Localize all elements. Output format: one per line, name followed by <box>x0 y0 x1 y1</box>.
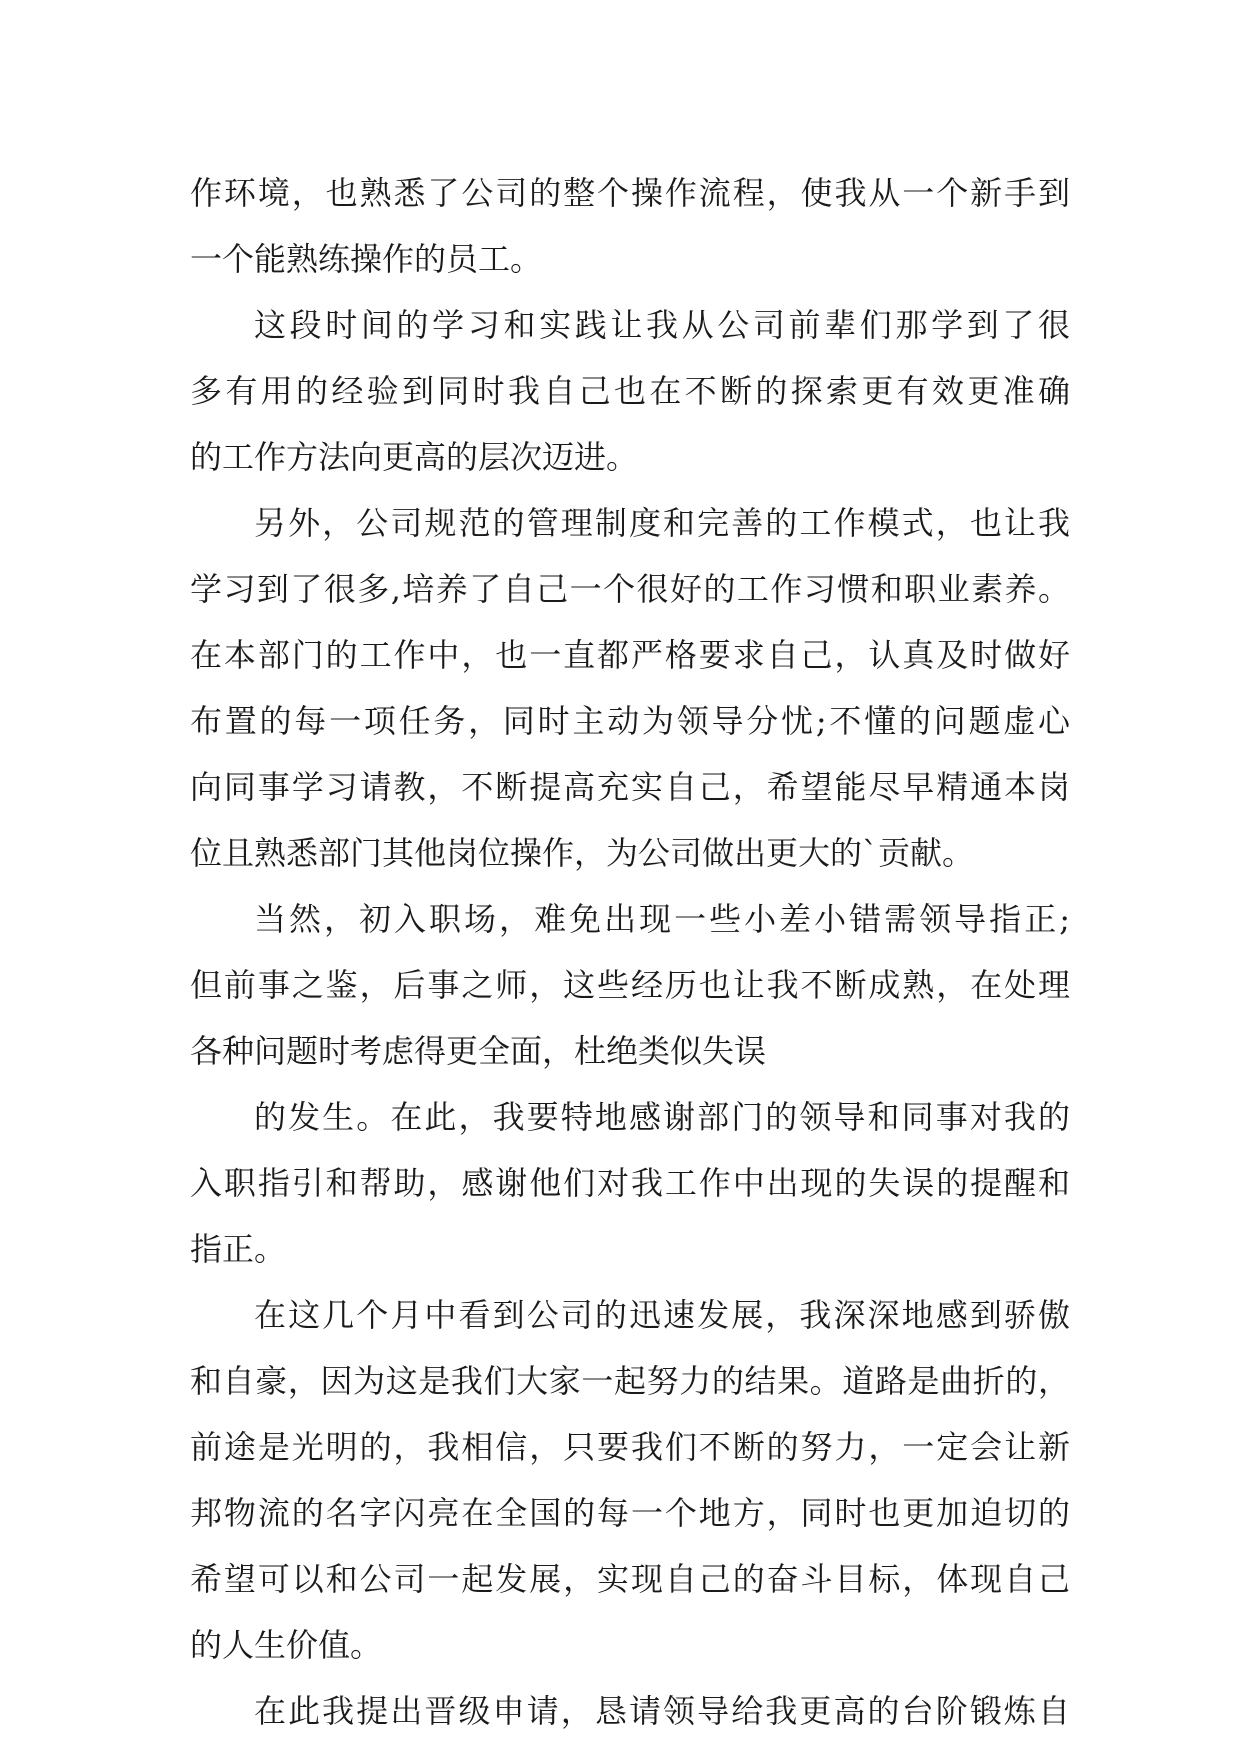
text-line: 和自豪，因为这是我们大家一起努力的结果。道路是曲折的， <box>190 1362 1070 1400</box>
text-line: 但前事之鉴，后事之师，这些经历也让我不断成熟，在处理 <box>190 966 1070 1004</box>
text-line: 各种问题时考虑得更全面，杜绝类似失误 <box>190 1032 767 1070</box>
text-line: 希望可以和公司一起发展，实现自己的奋斗目标，体现自己 <box>190 1560 1070 1598</box>
text-line: 当然，初入职场，难免出现一些小差小错需领导指正; <box>254 900 1070 938</box>
text-line: 向同事学习请教，不断提高充实自己，希望能尽早精通本岗 <box>190 768 1070 806</box>
text-line: 邦物流的名字闪亮在全国的每一个地方，同时也更加迫切的 <box>190 1494 1070 1532</box>
text-line: 指正。 <box>190 1230 287 1268</box>
text-line: 位且熟悉部门其他岗位操作，为公司做出更大的`贡献。 <box>190 834 975 872</box>
text-line: 在此我提出晋级申请，恳请领导给我更高的台阶锻炼自 <box>254 1692 1070 1730</box>
body-text <box>190 160 1070 1744</box>
text-line: 作环境，也熟悉了公司的整个操作流程，使我从一个新手到 <box>190 174 1070 212</box>
text-line: 学习到了很多,培养了自己一个很好的工作习惯和职业素养。 <box>190 570 1070 608</box>
text-line: 的工作方法向更高的层次迈进。 <box>190 438 639 476</box>
text-line: 这段时间的学习和实践让我从公司前辈们那学到了很 <box>254 306 1070 344</box>
text-line: 前途是光明的，我相信，只要我们不断的努力，一定会让新 <box>190 1428 1070 1466</box>
text-line: 的人生价值。 <box>190 1626 383 1664</box>
text-line: 布置的每一项任务，同时主动为领导分忧;不懂的问题虚心 <box>190 702 1070 740</box>
text-line: 多有用的经验到同时我自己也在不断的探索更有效更准确 <box>190 372 1070 410</box>
text-line: 在本部门的工作中，也一直都严格要求自己，认真及时做好 <box>190 636 1070 674</box>
text-line: 在这几个月中看到公司的迅速发展，我深深地感到骄傲 <box>254 1296 1070 1334</box>
text-line: 入职指引和帮助，感谢他们对我工作中出现的失误的提醒和 <box>190 1164 1070 1202</box>
text-line: 另外，公司规范的管理制度和完善的工作模式，也让我 <box>254 504 1070 542</box>
text-line: 的发生。在此，我要特地感谢部门的领导和同事对我的 <box>254 1098 1070 1136</box>
text-line: 一个能熟练操作的员工。 <box>190 240 543 278</box>
